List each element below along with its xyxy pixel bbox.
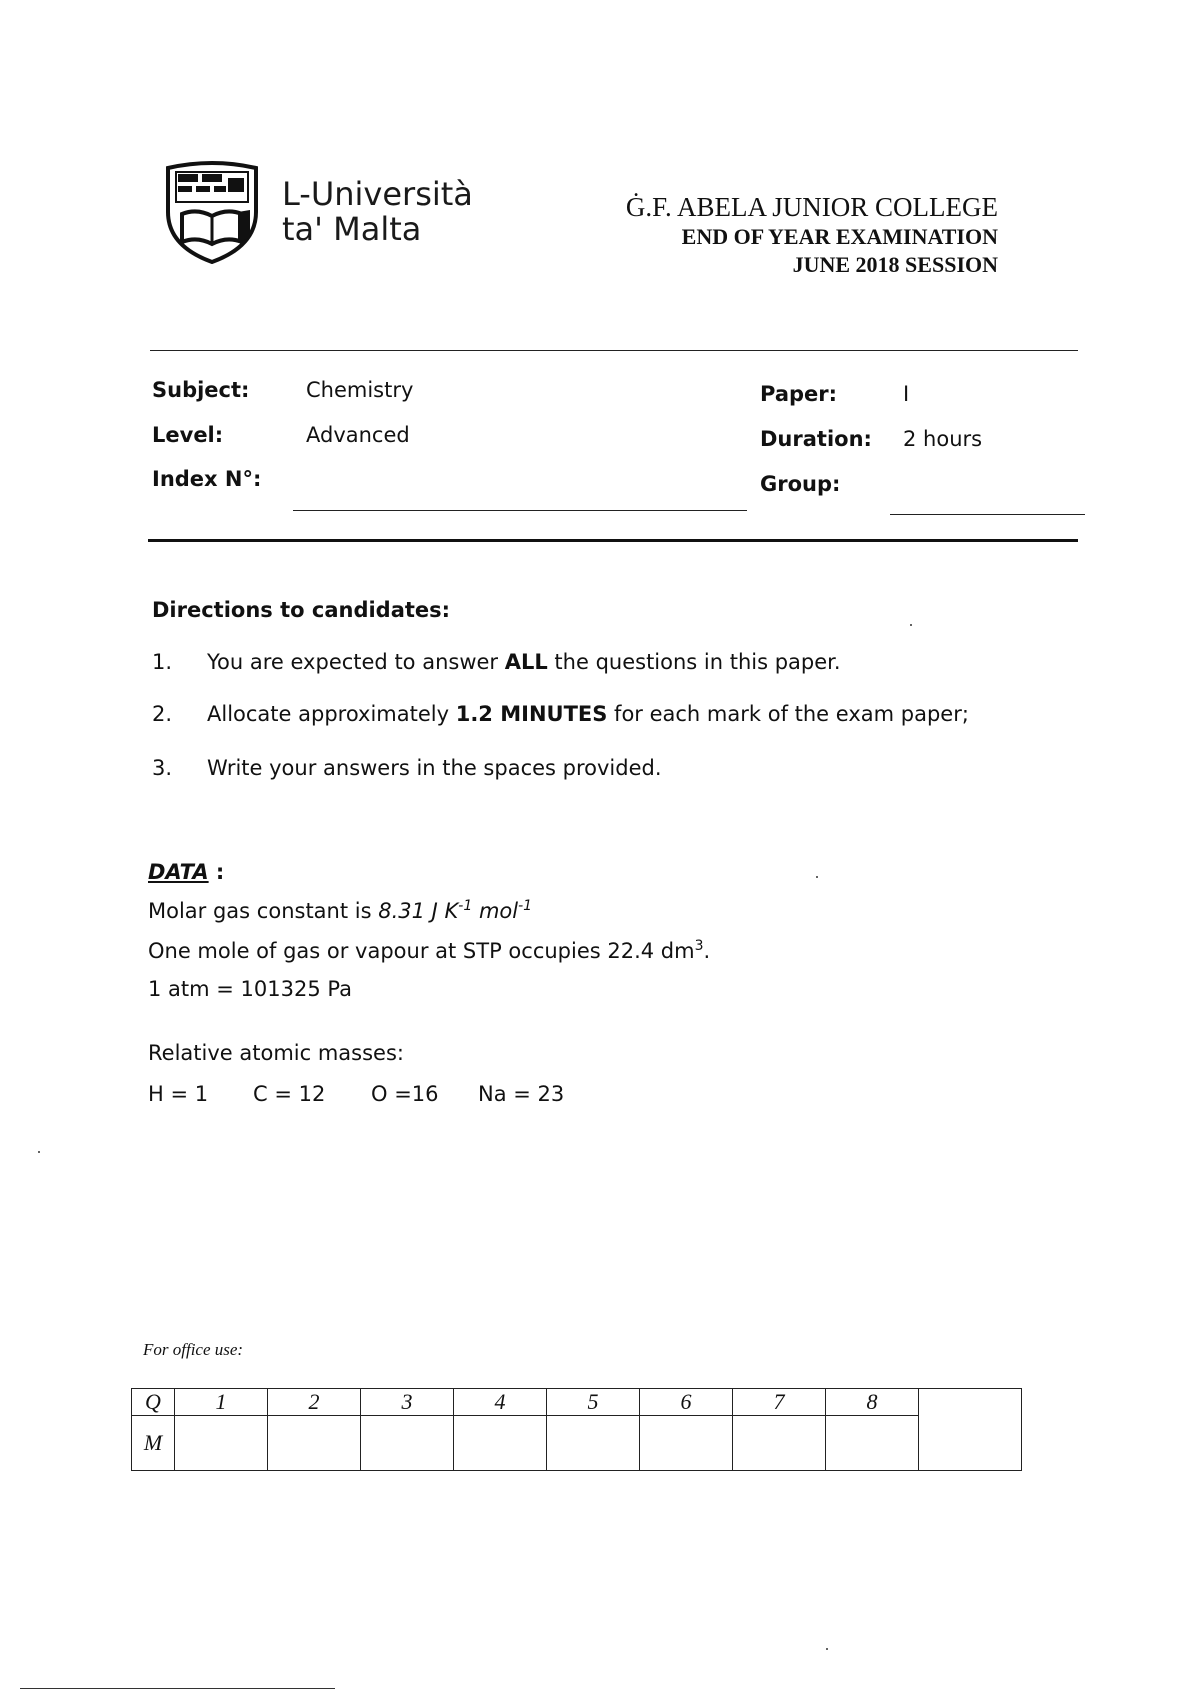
exam-title: END OF YEAR EXAMINATION (681, 224, 998, 249)
question-number-cell: 5 (547, 1389, 640, 1416)
ram-h: H = 1 (148, 1082, 209, 1106)
scan-speck (910, 624, 912, 626)
direction-text (207, 702, 969, 726)
gas-constant-line (148, 898, 532, 923)
university-name-line1: L-Università (282, 175, 473, 213)
paper-value: I (903, 382, 910, 406)
paper-label: Paper: (760, 382, 838, 406)
gas-constant-unit: mol (472, 899, 519, 923)
gas-constant-exponent: -1 (518, 898, 533, 914)
mark-cell[interactable] (733, 1416, 826, 1471)
level-label: Level: (152, 423, 224, 447)
gas-constant-exponent: -1 (458, 898, 473, 914)
fields-divider (148, 539, 1078, 542)
relative-atomic-masses-title: Relative atomic masses: (148, 1041, 404, 1065)
question-number-cell: 1 (175, 1389, 268, 1416)
direction-text-part: Allocate approximately (207, 702, 456, 726)
question-number-cell: 2 (268, 1389, 361, 1416)
direction-number: 3. (152, 756, 173, 780)
direction-text (207, 756, 662, 780)
scan-speck (816, 876, 818, 878)
question-header: Q (132, 1389, 175, 1416)
group-field[interactable] (890, 514, 1085, 515)
subject-label: Subject: (152, 378, 250, 402)
header-divider (150, 350, 1078, 351)
scan-speck (826, 1648, 828, 1650)
footer-line (20, 1688, 335, 1689)
mark-cell[interactable] (826, 1416, 919, 1471)
duration-value: 2 hours (903, 427, 983, 451)
marks-header: M (132, 1416, 175, 1471)
direction-emphasis: ALL (504, 650, 548, 674)
college-name: Ġ.F. ABELA JUNIOR COLLEGE (625, 192, 998, 222)
ram-c: C = 12 (253, 1082, 326, 1106)
question-number-cell: 6 (640, 1389, 733, 1416)
marks-row (132, 1416, 1022, 1471)
stp-line (148, 938, 710, 963)
duration-label: Duration: (760, 427, 872, 451)
office-use-label: For office use: (143, 1340, 244, 1359)
direction-number: 1. (152, 650, 173, 674)
group-label: Group: (760, 472, 841, 496)
index-number-field[interactable] (293, 510, 747, 511)
direction-text-part: the questions in this paper. (547, 650, 841, 674)
ram-o: O =16 (371, 1082, 439, 1106)
question-number-cell: 7 (733, 1389, 826, 1416)
directions-title: Directions to candidates: (152, 598, 451, 622)
stp-end: . (703, 939, 711, 963)
direction-text (207, 650, 841, 674)
data-title-suffix: : (208, 860, 225, 884)
mark-cell[interactable] (361, 1416, 454, 1471)
mark-cell[interactable] (454, 1416, 547, 1471)
direction-text-part: You are expected to answer (207, 650, 505, 674)
exam-session: JUNE 2018 SESSION (792, 252, 998, 277)
mark-cell[interactable] (175, 1416, 268, 1471)
question-number-cell: 4 (454, 1389, 547, 1416)
question-number-cell: 8 (826, 1389, 919, 1416)
mark-cell[interactable] (640, 1416, 733, 1471)
gas-constant-value: 8.31 J K (378, 899, 459, 923)
stp-text: One mole of gas or vapour at STP occupies 22.4 dm (148, 939, 695, 963)
stp-exponent: 3 (694, 938, 704, 954)
index-number-label: Index N°: (152, 467, 262, 491)
university-crest-icon (162, 160, 262, 264)
direction-text-part: Write your answers in the spaces provided. (207, 756, 662, 780)
gas-constant-text: Molar gas constant is (148, 899, 379, 923)
direction-number: 2. (152, 702, 173, 726)
data-title (148, 860, 224, 884)
direction-emphasis: 1.2 MINUTES (455, 702, 608, 726)
ram-na: Na = 23 (478, 1082, 565, 1106)
mark-cell[interactable] (547, 1416, 640, 1471)
university-name-line2: ta' Malta (282, 210, 422, 248)
direction-text-part: for each mark of the exam paper; (607, 702, 969, 726)
scan-speck (38, 1151, 40, 1153)
mark-cell[interactable] (268, 1416, 361, 1471)
total-cell[interactable] (919, 1389, 1022, 1471)
marks-table (131, 1388, 1022, 1471)
atm-line: 1 atm = 101325 Pa (148, 977, 352, 1001)
question-row (132, 1389, 1022, 1416)
subject-value: Chemistry (306, 378, 414, 402)
data-title-text: DATA (148, 860, 209, 884)
question-number-cell: 3 (361, 1389, 454, 1416)
level-value: Advanced (306, 423, 410, 447)
